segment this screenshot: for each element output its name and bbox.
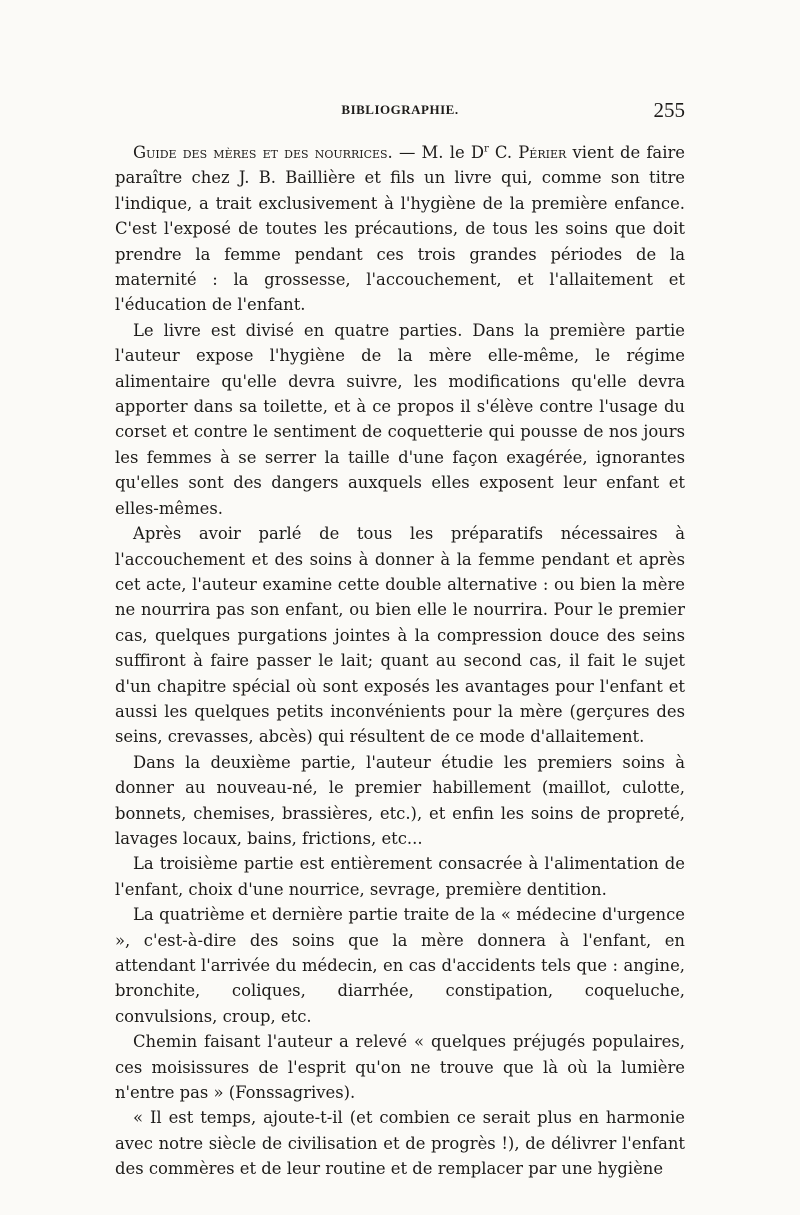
doctor-superscript: r — [483, 143, 489, 155]
paragraph-4: Dans la deuxième partie, l'auteur étudie les premiers soins à donner au nouveau-né, le premier habillement (maillot, culotte, bonnets, chemises, brassières, etc.), et enfin les soins de propreté, lavages locaux, bains, frictions, etc... — [115, 752, 685, 848]
running-title: BIBLIOGRAPHIE. — [341, 102, 459, 117]
paragraph-3: Après avoir parlé de tous les préparatifs nécessaires à l'accouchement et des soins à donner à la femme pendant et après cet acte, l'auteur examine cette double alternative : ou bien la mère ne nourrira pas son enfant, ou bien elle le nourrira. Pour le premier cas, quelques purgations jointes à la compression douce des seins suffiront à faire passer le lait; quant au second cas, il fait le sujet d'un chapitre spécial où sont exposés les avantages pour l'enfant et aussi les quelques petits inconvénients pour la mère (gerçures des seins, crevasses, abcès) qui résultent de ce mode d'allaitement. — [115, 524, 685, 747]
paragraph-2: Le livre est divisé en quatre parties. Dans la première partie l'auteur expose l'hygiène de la mère elle-même, le régime alimentaire qu'elle devra suivre, les modifications qu'elle devra apporter dans sa toilette, et à ce propos il s'élève contre l'usage du corset et contre le sentiment de coquetterie qui pousse de nos jours les femmes à se serrer la taille d'une façon exagérée, ignorantes qu'elles sont des dangers auxquels elles exposent leur enfant et elles-mêmes. — [115, 320, 685, 518]
paragraph-6: La quatrième et dernière partie traite de la « médecine d'urgence », c'est-à-dire des soins que la mère donnera à l'enfant, en attendant l'arrivée du médecin, en cas d'accidents tels que : angine, bronchite, coliques, diarrhée, constipation, coqueluche, convulsions, croup, etc. — [115, 905, 685, 1026]
paragraph-1-text: vient de faire paraître chez J. B. Baillière et fils un livre qui, comme son titre l'indique, a trait exclusivement à l'hygiène de la première enfance. C'est l'exposé de toutes les précautions, de tous les soins que doit prendre la femme pendant ces trois grandes périodes de la maternité : la grossesse, l'accouchement, et l'allaitement et l'éducation de l'enfant. — [115, 143, 685, 315]
author-name: C. Périer — [488, 143, 567, 162]
paragraph-7: Chemin faisant l'auteur a relevé « quelques préjugés populaires, ces moisissures de l'esprit qu'on ne trouve que là où la lumière n'entre pas » (Fonssagrives). — [115, 1032, 685, 1103]
page-number: 255 — [653, 98, 685, 122]
paragraph-1 — [115, 140, 685, 318]
paragraph-8: « Il est temps, ajoute-t-il (et combien ce serait plus en harmonie avec notre siècle de civilisation et de progrès !), de délivrer l'enfant des commères et de leur routine et de remplacer par une hygiène — [115, 1108, 685, 1179]
running-head — [115, 98, 685, 122]
paragraph-5: La troisième partie est entièrement consacrée à l'alimentation de l'enfant, choix d'une nourrice, sevrage, première dentition. — [115, 854, 685, 899]
author-prefix: — M. le D — [392, 143, 484, 162]
article-title: Guide des mères et des nourrices. — [133, 143, 393, 162]
article-body — [115, 140, 685, 1182]
